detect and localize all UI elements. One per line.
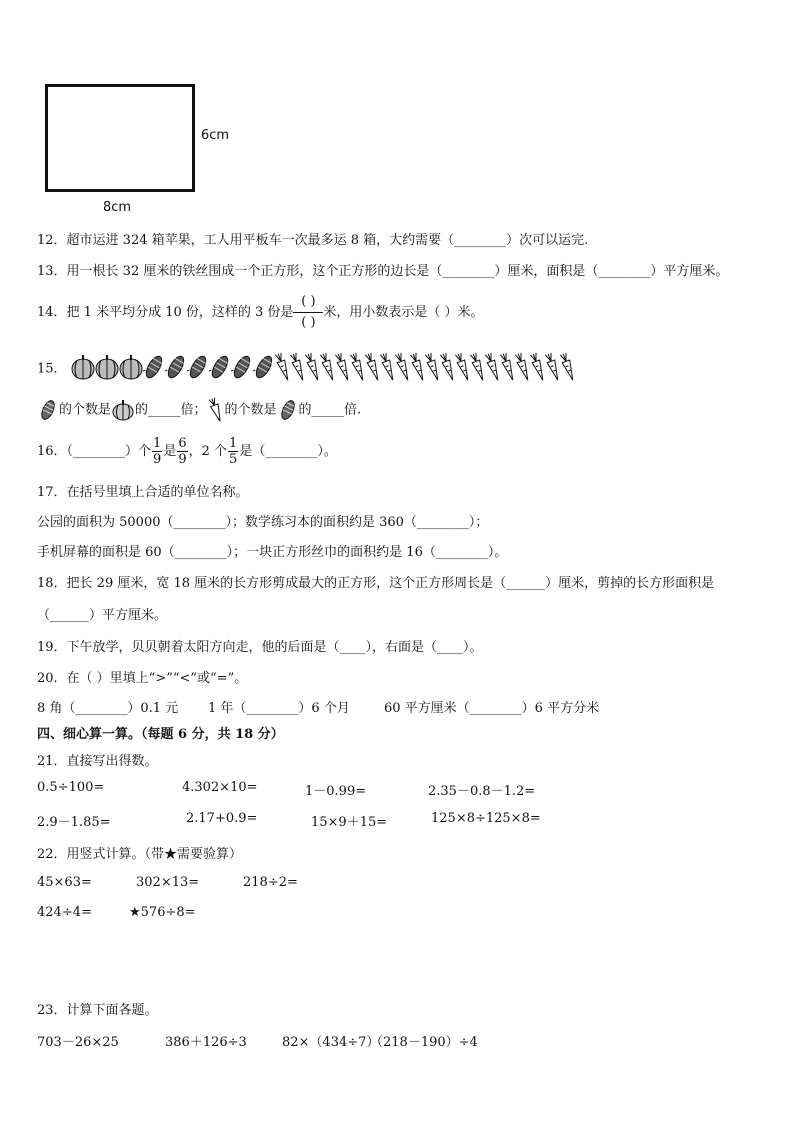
corn-icon [277, 398, 299, 422]
pumpkin-icon [119, 352, 143, 382]
q20-item-3: 60 平方厘米（________）6 平方分米 [384, 701, 600, 716]
q14-fraction-numerator: ( ) [293, 292, 323, 313]
q14-fraction [293, 292, 323, 333]
carrot-icon [560, 352, 575, 382]
q15-text-b: 的_____倍； [135, 402, 207, 418]
q14-fraction-denominator: ( ) [301, 315, 316, 330]
carrot-icon [350, 352, 365, 382]
q15-text-d: 的_____倍. [298, 402, 362, 418]
question-15-line2 [37, 397, 361, 423]
q21-r2-c2: 2.17+0.9= [186, 811, 258, 826]
q21-r2-c3: 15×9＋15= [311, 815, 388, 830]
q23-item-4: （218－190）÷4 [370, 1035, 478, 1050]
width-label: 8cm [103, 200, 132, 215]
section-4-heading: 四、细心算一算。（每题 6 分，共 18 分） [37, 727, 284, 742]
q21-r1-c2: 4.302×10= [182, 780, 258, 795]
height-label: 6cm [201, 128, 230, 143]
carrot-icon [545, 352, 560, 382]
q20-item-1: 8 角（________）0.1 元 [37, 701, 179, 716]
q16-text-d: 是（________）。 [239, 444, 337, 459]
q21-r1-c4: 2.35－0.8－1.2= [428, 784, 536, 799]
corn-icon [209, 352, 231, 382]
corn-icon [231, 352, 253, 382]
q15-text-c: 的个数是 [224, 402, 277, 418]
question-12: 12．超市运进 324 箱苹果，工人用平板车一次最多运 8 箱，大约需要（________）次可以运完. [37, 233, 589, 248]
corn-icon [165, 352, 187, 382]
carrot-icon [425, 352, 440, 382]
question-15 [37, 352, 575, 384]
carrot-icon [500, 352, 515, 382]
question-17-line1: 公园的面积为 50000（________）；数学练习本的面积约是 360（________）； [37, 515, 489, 530]
q20-item-2: 1 年（________）6 个月 [208, 701, 350, 716]
question-17-title: 17．在括号里填上合适的单位名称。 [37, 485, 249, 500]
carrot-icon [410, 352, 425, 382]
corn-icon [37, 398, 59, 422]
q22-r1-c2: 302×13= [136, 875, 200, 890]
q15-text-a: 的个数是 [59, 402, 112, 418]
q21-r2-c1: 2.9－1.85= [37, 815, 111, 830]
q14-text-after: 米，用小数表示是（ ）米。 [323, 305, 484, 320]
q15-icon-row [71, 360, 575, 375]
corn-icon [143, 352, 165, 382]
q22-r2-c1: 424÷4= [37, 905, 92, 920]
corn-icon [253, 352, 275, 382]
q16-fraction-1 [152, 436, 162, 467]
q16-fraction-3 [228, 436, 238, 467]
q16-text-a: 16．（________）个 [37, 444, 152, 459]
pumpkin-icon [111, 399, 135, 421]
question-20-title: 20．在（ ）里填上“>”“<”或“=”。 [37, 671, 248, 686]
question-22-title: 22．用竖式计算。（带★需要验算） [37, 847, 243, 862]
carrot-icon [470, 352, 485, 382]
q22-r1-c1: 45×63= [37, 875, 92, 890]
pumpkin-icon [95, 352, 119, 382]
question-18-line1: 18．把长 29 厘米，宽 18 厘米的长方形剪成最大的正方形，这个正方形周长是（______）厘米，剪掉的长方形面积是 [37, 576, 715, 591]
q16-text-b: 是 [163, 444, 177, 459]
q23-item-3: 82×（434÷7） [282, 1035, 380, 1050]
carrot-icon [485, 352, 500, 382]
question-18-line2: （______）平方厘米。 [37, 608, 168, 623]
rectangle-figure [45, 84, 195, 192]
carrot-icon [530, 352, 545, 382]
q16-text-c: ，2 个 [188, 444, 228, 459]
q22-r1-c3: 218÷2= [243, 875, 298, 890]
carrot-icon [335, 352, 350, 382]
q16-f1-den: 9 [153, 452, 162, 467]
q23-item-2: 386＋126÷3 [165, 1035, 247, 1050]
carrot-icon [395, 352, 410, 382]
question-21-title: 21．直接写出得数。 [37, 754, 158, 769]
question-17-line2: 手机屏幕的面积是 60（________）；一块正方形丝巾的面积约是 16（________）。 [37, 545, 508, 560]
q21-r1-c3: 1－0.99= [305, 784, 367, 799]
question-16 [37, 436, 337, 467]
q14-text-before: 14．把 1 米平均分成 10 份，这样的 3 份是 [37, 305, 294, 320]
q16-f3-den: 5 [229, 452, 238, 467]
carrot-icon [365, 352, 380, 382]
carrot-icon [290, 352, 305, 382]
carrot-icon [320, 352, 335, 382]
q16-f2-num: 6 [178, 436, 187, 451]
q16-f2-den: 9 [178, 452, 187, 467]
carrot-icon [207, 397, 225, 423]
carrot-icon [440, 352, 455, 382]
question-23-title: 23．计算下面各题。 [37, 1003, 158, 1018]
q23-item-1: 703－26×25 [37, 1035, 119, 1050]
q16-f3-num: 1 [229, 436, 238, 451]
pumpkin-icon [71, 352, 95, 382]
q21-r1-c1: 0.5÷100= [37, 780, 105, 795]
question-13: 13．用一根长 32 厘米的铁丝围成一个正方形，这个正方形的边长是（________）厘米，面积是（________）平方厘米。 [37, 264, 729, 279]
carrot-icon [455, 352, 470, 382]
carrot-icon [305, 352, 320, 382]
question-14 [37, 292, 484, 333]
corn-icon [187, 352, 209, 382]
q15-label: 15． [37, 361, 67, 377]
carrot-icon [275, 352, 290, 382]
question-19: 19．下午放学，贝贝朝着太阳方向走，他的后面是（____），右面是（____）。 [37, 640, 483, 655]
carrot-icon [380, 352, 395, 382]
carrot-icon [515, 352, 530, 382]
q16-f1-num: 1 [153, 436, 162, 451]
q22-r2-c2: ★576÷8= [129, 905, 196, 920]
q16-fraction-2 [177, 436, 187, 467]
q21-r2-c4: 125×8÷125×8= [431, 811, 541, 826]
